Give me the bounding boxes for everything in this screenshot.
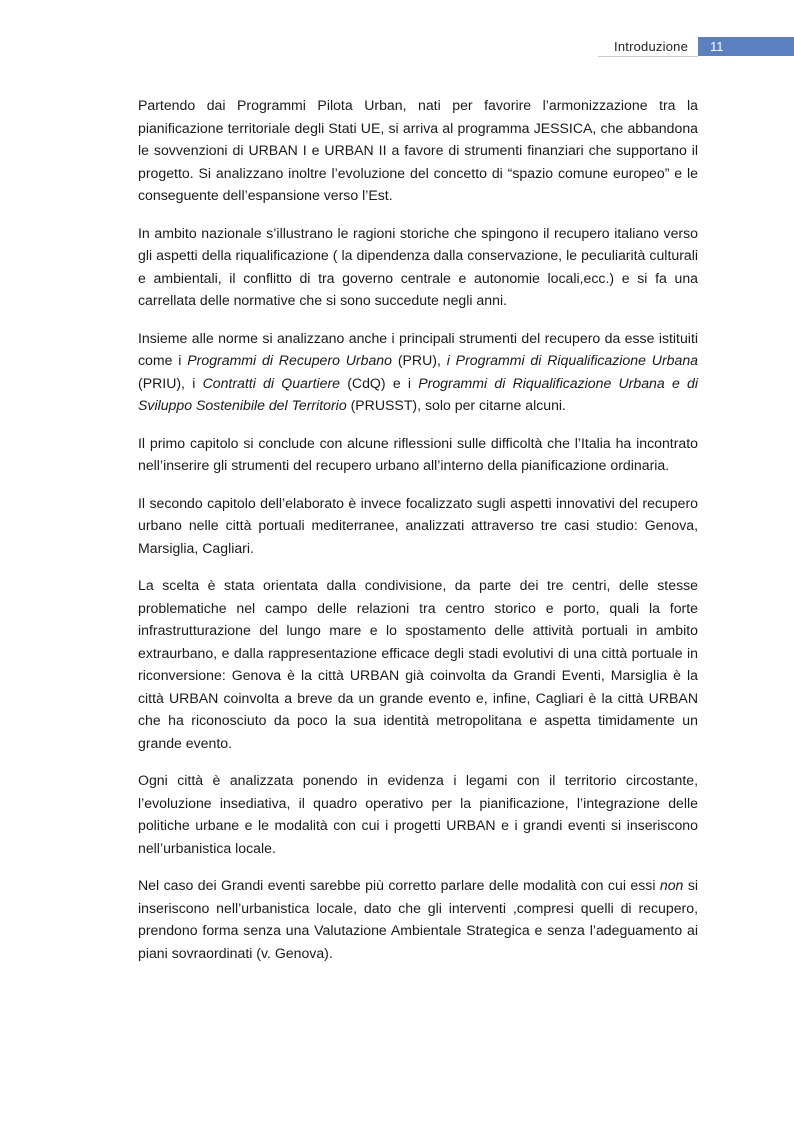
body-paragraph (138, 492, 698, 560)
section-title: Introduzione (614, 39, 688, 54)
page-number-bar (698, 37, 794, 56)
text-segment: Il secondo capitolo dell’elaborato è invece focalizzato sugli aspetti innovativi del recupero urbano nelle città portuali mediterranee, analizzati attraverso tre casi studio: Genova, Marsiglia, Cagliari. (138, 494, 698, 556)
text-segment: Ogni città è analizzata ponendo in evidenza i legami con il territorio circostante, l’evoluzione insediativa, il quadro operativo per la pianificazione, l’integrazione delle politiche urbane e le modalità con cui i progetti URBAN e i grandi eventi si inseriscono nell’urbanistica locale. (138, 772, 698, 856)
italic-text: i Programmi di Riqualificazione Urbana (446, 352, 698, 368)
text-segment: (PRU), (391, 352, 447, 368)
text-segment: (PRUSST), solo per citarne alcuni. (346, 397, 566, 413)
text-segment: Nel caso dei Grandi eventi sarebbe più corretto parlare delle modalità con cui essi (138, 877, 660, 893)
text-segment: In ambito nazionale s’illustrano le ragioni storiche che spingono il recupero italiano verso gli aspetti della riqualificazione ( la dipendenza dalla conservazione, le peculiarità culturali e ambientali, il conflitto di tra governo centrale e autonomie locali,ecc.) e si fa una carrellata delle normative che si sono succedute negli anni. (138, 224, 698, 308)
text-segment: (CdQ) e i (340, 374, 419, 391)
text-segment: La scelta è stata orientata dalla condivisione, da parte dei tre centri, delle stesse problematiche nel campo delle relazioni tra centro storico e porto, quali la forte infrastrutturazione del lungo mare e lo spostamento delle attività portuali in ambito extraurbano, e dalla rappresentazione efficace degli stadi evolutivi di una città portuale in riconversione: Genova è la città URBAN già coinvolta da Grandi Eventi, Marsiglia è la città URBAN coinvolta a breve da un grande evento e, infine, Cagliari è la città URBAN che ha riconosciuto da poco la sua identità metropolitana e aspetta timidamente un grande evento. (138, 577, 698, 751)
italic-text: non (659, 877, 684, 893)
document-body (138, 94, 698, 979)
text-segment: Partendo dai Programmi Pilota Urban, nati per favorire l’armonizzazione tra la pianificazione territoriale degli Stati UE, si arriva al programma JESSICA, che abbandona le sovvenzioni di URBAN I e URBAN II a favore di strumenti finanziari che supportano il progetto. Si analizzano inoltre l’evoluzione del concetto di “spazio comune europeo” e le conseguente dell’espansione verso l’Est. (138, 97, 698, 203)
italic-text: Contratti di Quartiere (202, 374, 340, 391)
body-paragraph (138, 769, 698, 859)
text-segment: Il primo capitolo si conclude con alcune riflessioni sulle difficoltà che l’Italia ha incontrato nell’inserire gli strumenti del recupero urbano all’interno della pianificazione ordinaria. (138, 434, 698, 473)
text-segment: (PRIU), i (138, 374, 203, 391)
body-paragraph (138, 222, 698, 312)
body-paragraph (138, 574, 698, 754)
italic-text: Programmi di Riqualificazione Urbana e di Sviluppo Sostenibile del Territorio (138, 374, 698, 413)
header-divider (598, 56, 698, 57)
body-paragraph (138, 94, 698, 207)
page-header (0, 37, 794, 57)
body-paragraph (138, 432, 698, 477)
body-paragraph (138, 874, 698, 964)
body-paragraph (138, 327, 698, 417)
page-number: 11 (710, 39, 724, 54)
italic-text: Programmi di Recupero Urbano (187, 352, 392, 368)
text-segment: si inseriscono nell’urbanistica locale, dato che gli interventi ,compresi quelli di recupero, prendono forma senza una Valutazione Ambientale Strategica e senza l’adeguamento ai piani sovraordinati (v. Genova). (138, 877, 698, 961)
text-segment: Insieme alle norme si analizzano anche i principali strumenti del recupero da esse istituiti come i (138, 329, 698, 368)
